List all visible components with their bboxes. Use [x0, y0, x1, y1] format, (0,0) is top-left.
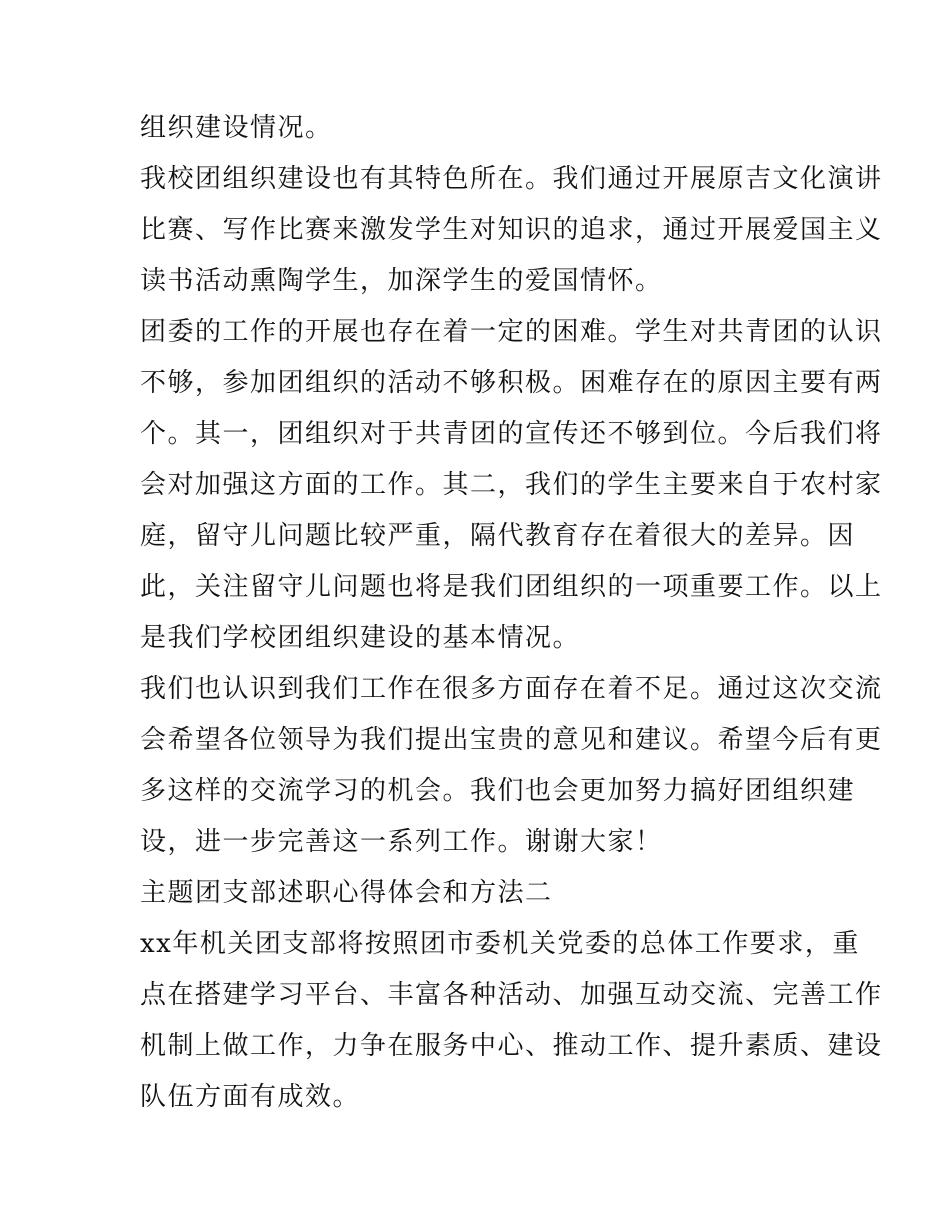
text-line: 会希望各位领导为我们提出宝贵的意见和建议。希望今后有更	[140, 725, 883, 755]
text-line: 我校团组织建设也有其特色所在。我们通过开展原吉文化演讲	[140, 164, 883, 194]
text-line: 会对加强这方面的工作。其二，我们的学生主要来自于农村家	[140, 470, 883, 500]
text-line: 队伍方面有成效。	[140, 1082, 361, 1112]
text-line: 此，关注留守儿问题也将是我们团组织的一项重要工作。以上	[140, 572, 883, 602]
text-line: 读书活动熏陶学生，加深学生的爱国情怀。	[140, 266, 663, 296]
text-line: 点在搭建学习平台、丰富各种活动、加强互动交流、完善工作	[140, 980, 883, 1010]
text-line: 比赛、写作比赛来激发学生对知识的追求，通过开展爱国主义	[140, 215, 883, 245]
text-line: 设，进一步完善这一系列工作。谢谢大家！	[140, 827, 663, 857]
text-line: xx年机关团支部将按照团市委机关党委的总体工作要求，重	[140, 929, 860, 959]
text-line: 多这样的交流学习的机会。我们也会更加努力搞好团组织建	[140, 776, 856, 806]
text-line: 是我们学校团组织建设的基本情况。	[140, 623, 581, 653]
text-line: 个。其一，团组织对于共青团的宣传还不够到位。今后我们将	[140, 419, 883, 449]
text-line: 不够，参加团组织的活动不够积极。困难存在的原因主要有两	[140, 368, 883, 398]
text-line: 团委的工作的开展也存在着一定的困难。学生对共青团的认识	[140, 317, 883, 347]
section-heading: 主题团支部述职心得体会和方法二	[140, 878, 553, 908]
text-line: 庭，留守儿问题比较严重，隔代教育存在着很大的差异。因	[140, 521, 856, 551]
text-line: 我们也认识到我们工作在很多方面存在着不足。通过这次交流	[140, 674, 883, 704]
text-line: 组织建设情况。	[140, 113, 333, 143]
document-page	[140, 103, 883, 1123]
text-line: 机制上做工作，力争在服务中心、推动工作、提升素质、建设	[140, 1031, 883, 1061]
